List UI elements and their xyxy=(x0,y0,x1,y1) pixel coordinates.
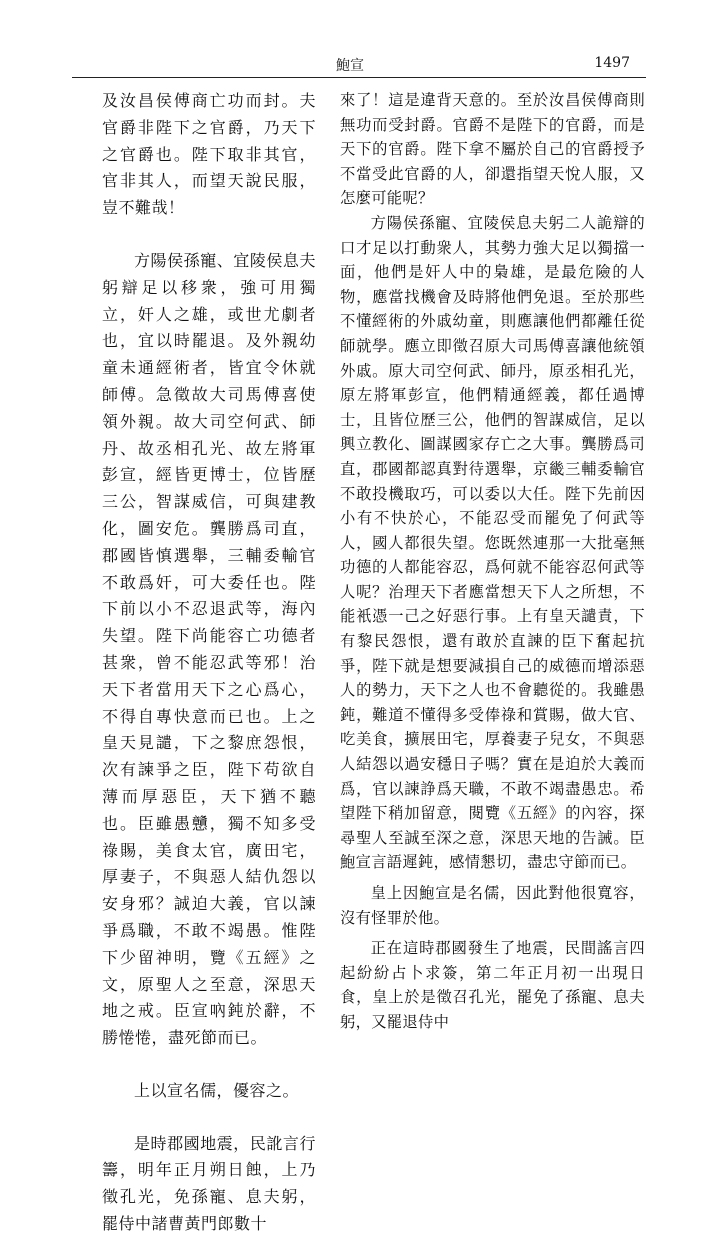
translation-paragraph-3: 皇上因鮑宣是名儒，因此對他很寬容，沒有怪罪於他。 xyxy=(340,884,645,927)
running-title: 鮑宣 xyxy=(336,58,364,74)
translation-paragraph-2: 方陽侯孫寵、宜陵侯息夫躬二人詭辯的口才足以打動衆人，其勢力強大足以獨擋一面，他們是奸人中的梟雄，是最危險的人物，應當找機會及時將他們免退。至於那些不懂經術的外戚幼童，則應讓他們都離任從師就學。應立即徵召原大司馬傅喜讓他統領外戚。原大司空何武、師丹，原丞相孔光，原左將軍彭宣，他們精通經義，都任過博士，且皆位歷三公，他們的智謀威信，足以興立教化、圖謀國家存亡之大事。龔勝爲司直，郡國都認真對待選舉，京畿三輔委輸官不敢投機取巧，可以委以大任。陛下先前因小有不快於心，不能忍受而罷免了何武等人，國人都很失望。您既然連那一大批毫無功德的人都能容忍，爲何就不能容忍何武等人呢？治理天下者應當想天下人之所想，不能衹憑一己之好惡行事。上有皇天譴責，下有黎民怨恨，還有敢於直諫的臣下奮起抗爭，陛下就是想要減損自己的威德而增添惡人的勢力，天下之人也不會聽從的。我雖愚鈍，難道不懂得多受俸祿和賞賜，做大官、吃美食，擴展田宅，厚養妻子兒女，不與惡人結怨以過安穩日子嗎？實在是迫於大義而爲，官以諫諍爲天職，不敢不竭盡愚忠。希望陛下稍加留意，閱覽《五經》的內容，探尋聖人至誠至深之意，深思天地的告誡。臣鮑宣言語遲鈍，感情懇切，盡忠守節而已。 xyxy=(340,213,645,872)
classical-text-column xyxy=(102,88,316,1238)
classical-paragraph-1: 及汝昌侯傅商亡功而封。夫官爵非陛下之官爵，乃天下之官爵也。陛下取非其官，官非其人，而望天說民服，豈不難哉！ xyxy=(102,91,316,218)
header-rule xyxy=(72,77,646,78)
classical-paragraph-4: 是時郡國地震，民訛言行籌，明年正月朔日蝕，上乃徵孔光，免孫寵、息夫躬，罷侍中諸曹黃門郎數十 xyxy=(102,1133,316,1234)
translation-paragraph-4: 正在這時郡國發生了地震，民間謠言四起紛紛占卜求簽，第二年正月初一出現日食，皇上於是徵召孔光，罷免了孫寵、息夫躬，又罷退侍中 xyxy=(340,939,645,1031)
classical-paragraph-2: 方陽侯孫寵、宜陵侯息夫躬辯足以移衆，強可用獨立，奸人之雄，或世尤劇者也，宜以時罷退。及外親幼童未通經術者，皆宜令休就師傅。急徵故大司馬傅喜使領外親。故大司空何武、師丹、故丞相孔光、故左將軍彭宣，經皆更博士，位皆歷三公，智謀威信，可與建教化，圖安危。龔勝爲司直，郡國皆慎選舉，三輔委輸官不敢爲奸，可大委任也。陛下前以小不忍退武等，海內失望。陛下尚能容亡功德者甚衆，曾不能忍武等邪！治天下者當用天下之心爲心，不得自專快意而已也。上之皇天見譴，下之黎庶怨恨，次有諫爭之臣，陛下苟欲自薄而厚惡臣，天下猶不聽也。臣雖愚戇，獨不知多受祿賜，美食太官，廣田宅，厚妻子，不與惡人結仇怨以安身邪？誠迫大義，官以諫爭爲職，不敢不竭愚。惟陛下少留神明，覽《五經》之文，原聖人之至意，深思天地之戒。臣宣吶鈍於辭，不勝惓惓，盡死節而已。 xyxy=(102,250,316,1048)
translation-text-column xyxy=(340,88,645,1035)
translation-paragraph-1: 來了！這是違背天意的。至於汝昌侯傅商則無功而受封爵。官爵不是陛下的官爵，而是天下的官爵。陛下拿不屬於自己的官爵授予不當受此官爵的人，卻還指望天悅人服，又怎麼可能呢？ xyxy=(340,91,645,208)
page-header xyxy=(72,55,640,75)
classical-paragraph-3: 上以宣名儒，優容之。 xyxy=(134,1080,300,1100)
page-number: 1497 xyxy=(594,55,630,71)
